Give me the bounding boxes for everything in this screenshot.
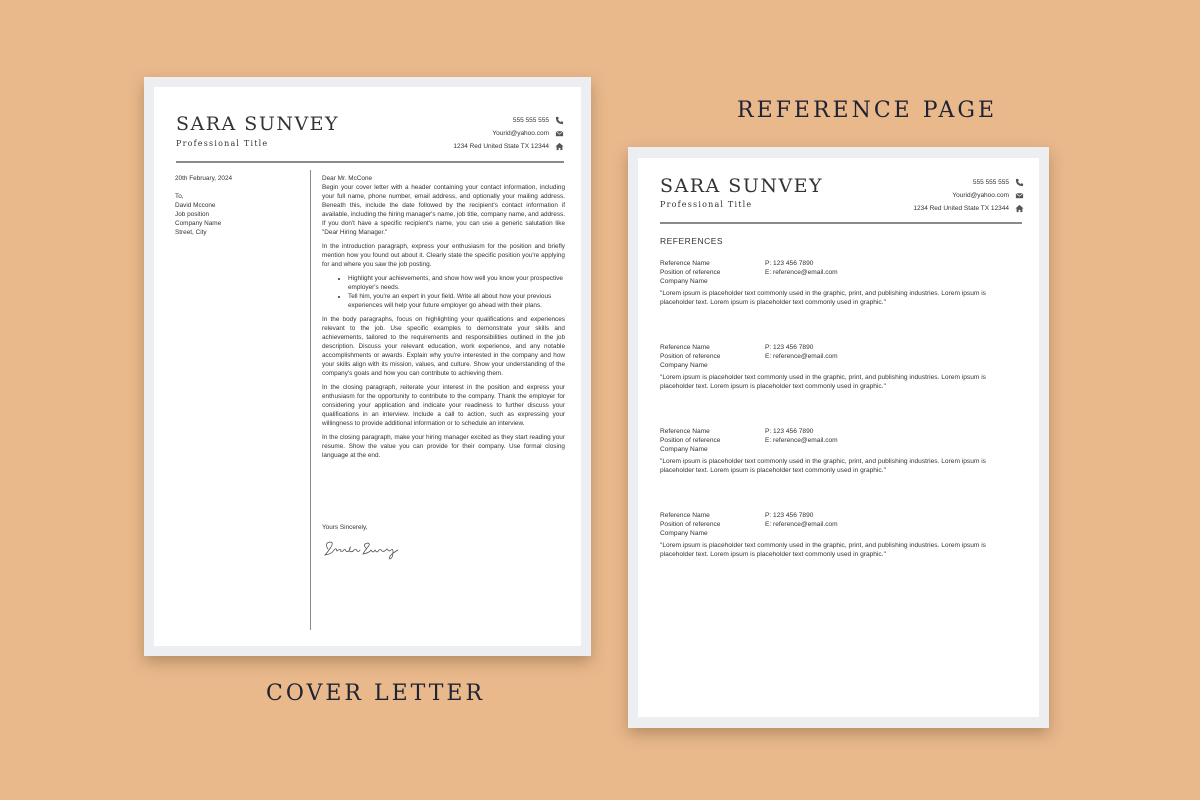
- cover-letter-body: [322, 174, 565, 465]
- paragraph-final: In the closing paragraph, make your hiring manager excited as they start reading your resume. Show the value you can provide for their company. Use formal closing language at the end.: [322, 434, 565, 459]
- cover-professional-title: Professional Title: [176, 139, 269, 148]
- reference-phone: 555 555 555: [972, 179, 1009, 186]
- paragraph-body: In the body paragraphs, focus on highlighting your qualifications and experiences relevant to the job. Use specific examples to demonstrate your skills and achievements, tailored to the requirements and responsibilities outlined in the job description. Discuss your relevant education, work experience, and any notable accomplishments or awards. Explain why you're interested in the company and how your skills align with its mission, values, and culture. Show your understanding of the company's goals and how you can contribute to achieving them.: [322, 316, 565, 377]
- reference-header-rule: [660, 222, 1022, 224]
- reference-phone-row: [874, 176, 1024, 189]
- reference-contact-block: [874, 176, 1024, 215]
- cover-letter-sheet: [144, 77, 591, 656]
- reference-page-sheet: [628, 147, 1049, 728]
- reference-entry-email: E: reference@email.com: [765, 353, 838, 360]
- reference-entry-phone: P: 123 456 7890: [765, 344, 814, 351]
- reference-entry-name: Reference Name: [660, 428, 710, 435]
- phone-icon: [555, 116, 564, 125]
- salutation: Dear Mr. McCone: [322, 175, 373, 182]
- cover-column-divider: [310, 170, 311, 630]
- reference-email-row: [874, 189, 1024, 202]
- cover-left-column: [175, 174, 305, 237]
- paragraph-introduction: In the introduction paragraph, express your enthusiasm for the position and briefly mention how you found out about it. Clearly state the specific position you're applying for and where you saw the job posting.: [322, 243, 565, 268]
- reference-entry-name: Reference Name: [660, 512, 710, 519]
- reference-entry-email: E: reference@email.com: [765, 521, 838, 528]
- cover-email: Yourid@yahoo.com: [492, 130, 549, 137]
- reference-professional-title: Professional Title: [660, 200, 753, 209]
- recipient-position: Job position: [175, 211, 210, 218]
- reference-entry-email: E: reference@email.com: [765, 437, 838, 444]
- reference-address: 1234 Red United State TX 12344: [913, 205, 1009, 212]
- paragraph-header: Begin your cover letter with a header containing your contact information, including your full name, phone number, email address, and optionally your mailing address. Beneath this, include the date followed by the recipient's contact information if available, including the hiring manager's name, job title, company name, and address. If you don't have a specific recipient's name, you can use a generic salutation like "Dear Hiring Manager.": [322, 184, 565, 236]
- reference-entry-name: Reference Name: [660, 260, 710, 267]
- reference-entry-position: Position of reference: [660, 437, 721, 444]
- reference-entry-email: E: reference@email.com: [765, 269, 838, 276]
- envelope-icon: [555, 129, 564, 138]
- envelope-icon: [1015, 191, 1024, 200]
- reference-entry-quote: "Lorem ipsum is placeholder text commonly used in the graphic, print, and publishing industries. Lorem ipsum is placeholder text. Lorem ipsum is placeholder text commonly used in graphic.": [660, 290, 986, 306]
- reference-entry-quote: "Lorem ipsum is placeholder text commonly used in the graphic, print, and publishing industries. Lorem ipsum is placeholder text. Lorem ipsum is placeholder text commonly used in graphic.": [660, 374, 986, 390]
- reference-address-row: [874, 202, 1024, 215]
- phone-icon: [1015, 178, 1024, 187]
- references-heading: REFERENCES: [660, 236, 724, 246]
- cover-letter-caption: COVER LETTER: [266, 681, 486, 706]
- reference-entry-quote: "Lorem ipsum is placeholder text commonly used in the graphic, print, and publishing industries. Lorem ipsum is placeholder text. Lorem ipsum is placeholder text commonly used in graphic.": [660, 542, 986, 558]
- reference-entry-company: Company Name: [660, 446, 708, 453]
- cover-name: SARA SUNVEY: [176, 113, 340, 135]
- recipient-address: Street, City: [175, 229, 207, 236]
- reference-entry-phone: P: 123 456 7890: [765, 428, 814, 435]
- cover-address-row: [414, 140, 564, 153]
- reference-entry-company: Company Name: [660, 362, 708, 369]
- reference-page: [638, 158, 1039, 717]
- reference-entry-phone: P: 123 456 7890: [765, 260, 814, 267]
- reference-entry-phone: P: 123 456 7890: [765, 512, 814, 519]
- paragraph-closing: In the closing paragraph, reiterate your interest in the position and express your enthusiasm for the opportunity to contribute to the company. Thank the employer for considering your application and indicate your readiness to further discuss your qualifications in an interview. Include a call to action, such as expressing your willingness to provide additional information or to schedule an interview.: [322, 384, 565, 427]
- closing-line: Yours Sincerely,: [322, 524, 368, 531]
- list-item: • Highlight your achievements, and show how well you know your prospective employer's needs.: [348, 274, 565, 292]
- reference-entry-position: Position of reference: [660, 269, 721, 276]
- cover-phone: 555 555 555: [512, 117, 549, 124]
- home-icon: [555, 142, 564, 151]
- cover-phone-row: [414, 114, 564, 127]
- reference-entry-position: Position of reference: [660, 521, 721, 528]
- cover-contact-block: [414, 114, 564, 153]
- recipient-line: To,: [175, 193, 184, 200]
- home-icon: [1015, 204, 1024, 213]
- reference-entry-company: Company Name: [660, 530, 708, 537]
- cover-header-rule: [176, 161, 564, 163]
- letter-date: 20th February, 2024: [175, 175, 233, 182]
- reference-page-caption: REFERENCE PAGE: [737, 98, 998, 123]
- bullet-list: [322, 274, 565, 310]
- signature: [322, 535, 412, 561]
- reference-entry-company: Company Name: [660, 278, 708, 285]
- recipient-company: Company Name: [175, 220, 222, 227]
- cover-email-row: [414, 127, 564, 140]
- recipient-name: David Mccone: [175, 202, 216, 209]
- reference-entry-name: Reference Name: [660, 344, 710, 351]
- cover-address: 1234 Red United State TX 12344: [453, 143, 549, 150]
- reference-entry-quote: "Lorem ipsum is placeholder text commonly used in the graphic, print, and publishing industries. Lorem ipsum is placeholder text. Lorem ipsum is placeholder text commonly used in graphic.": [660, 458, 986, 474]
- reference-entry-position: Position of reference: [660, 353, 721, 360]
- reference-email: Yourid@yahoo.com: [952, 192, 1009, 199]
- cover-letter-page: [154, 87, 581, 646]
- reference-name-header: SARA SUNVEY: [660, 175, 824, 197]
- list-item: • Tell him, you're an expert in your field. Write all about how your previous experiences will help your future employer go ahead with their plans.: [348, 292, 565, 310]
